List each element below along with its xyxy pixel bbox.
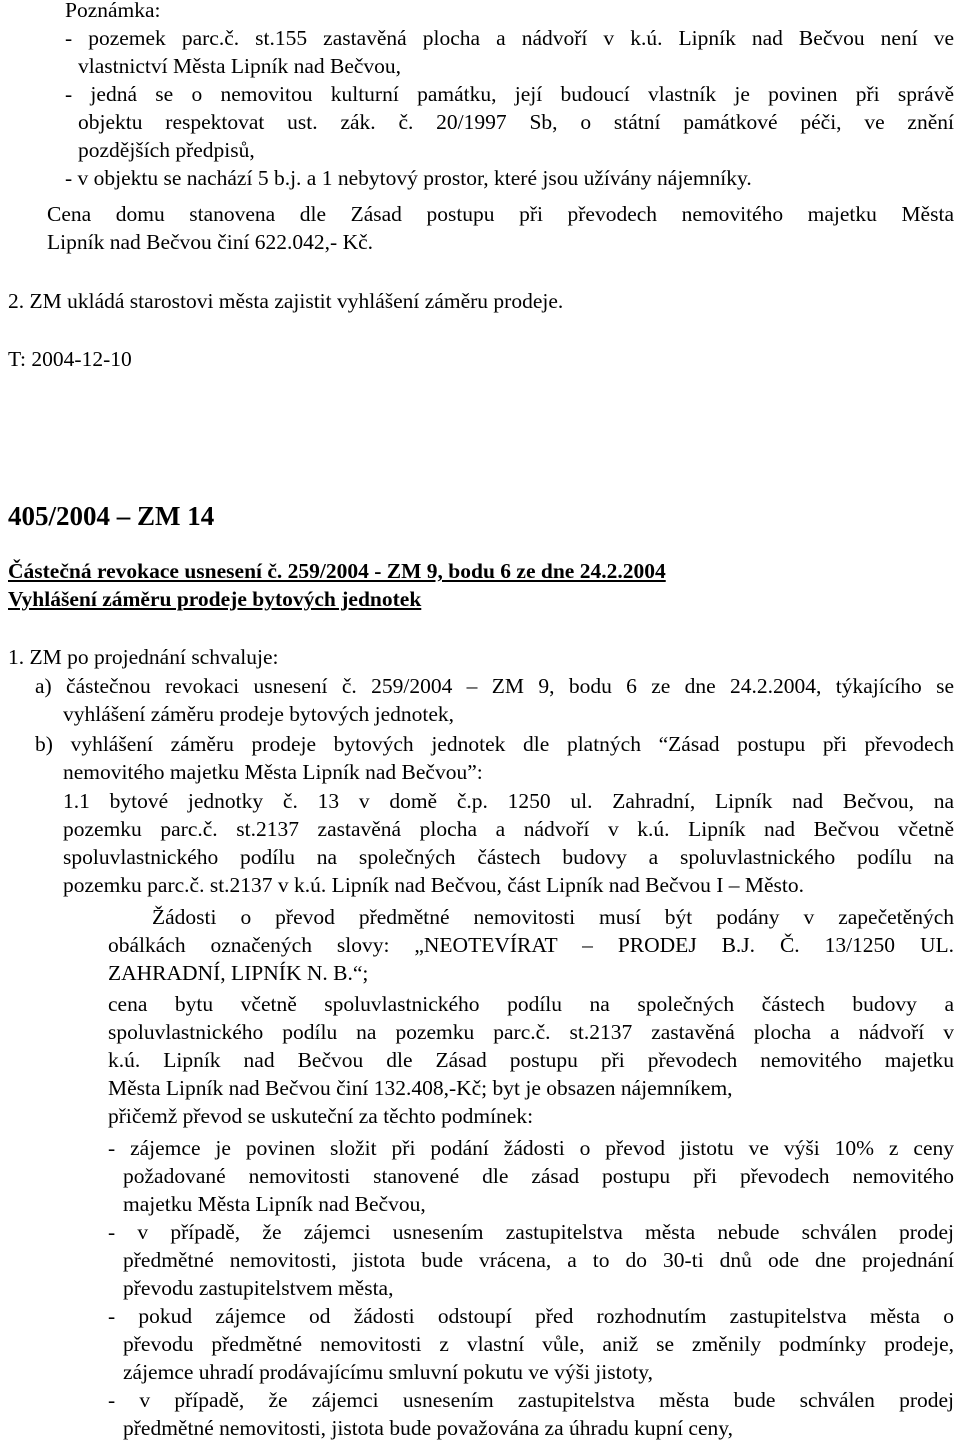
price-line: Lipník nad Bečvou činí 622.042,- Kč. bbox=[47, 230, 374, 254]
item-b bbox=[0, 730, 960, 786]
condition-line: - v případě, že zájemci usnesením zastupitelstva města bude schválen prodej bbox=[108, 1388, 954, 1412]
note-line: vlastnictví Města Lipník nad Bečvou, bbox=[78, 54, 402, 78]
condition-line: předmětné nemovitosti, jistota bude vrácena, a to do 30-ti dnů ode dne projednání bbox=[123, 1248, 954, 1272]
resolution-title: Částečná revokace usnesení č. 259/2004 - ZM 9, bodu 6 ze dne 24.2.2004 bbox=[8, 559, 666, 583]
condition-line: předmětné nemovitosti, jistota bude považována za úhradu kupní ceny, bbox=[123, 1416, 733, 1440]
item-a-line: a) částečnou revokaci usnesení č. 259/2004 – ZM 9, bodu 6 ze dne 24.2.2004, týkajícího se bbox=[35, 674, 954, 698]
item-1-1-line: pozemku parc.č. st.2137 v k.ú. Lipník nad Bečvou, část Lipník nad Bečvou I – Město. bbox=[63, 873, 804, 897]
condition-line: - v případě, že zájemci usnesením zastupitelstva města nebude schválen prodej bbox=[108, 1220, 954, 1244]
house-price bbox=[0, 200, 960, 256]
condition-item bbox=[0, 1218, 960, 1302]
condition-item bbox=[0, 1134, 960, 1218]
requests-line: obálkách označených slovy: „NEOTEVÍRAT – PRODEJ B.J. Č. 13/1250 UL. bbox=[108, 933, 954, 957]
deadline: T: 2004-12-10 bbox=[8, 347, 132, 371]
condition-line: - zájemce je povinen složit při podání žádosti o převod jistotu ve výši 10% z ceny bbox=[108, 1136, 954, 1160]
note-line: pozdějších předpisů, bbox=[78, 138, 255, 162]
condition-item bbox=[0, 1302, 960, 1386]
resolution-subtitle: Vyhlášení záměru prodeje bytových jednotek bbox=[8, 587, 422, 611]
note-line: objektu respektovat ust. zák. č. 20/1997 Sb, o státní památkové péči, ve znění bbox=[78, 110, 954, 134]
item-1-1-line: spoluvlastnického podílu na společných částech budovy a spoluvlastnického podílu na bbox=[63, 845, 954, 869]
note-line: - jedná se o nemovitou kulturní památku, její budoucí vlastník je povinen při správě bbox=[65, 82, 954, 106]
apartment-price-line: k.ú. Lipník nad Bečvou dle Zásad postupu při převodech nemovitého majetku bbox=[108, 1048, 954, 1072]
apartment-price-line: spoluvlastnického podílu na pozemku parc.č. st.2137 zastavěná plocha a nádvoří v bbox=[108, 1020, 954, 1044]
point-2: 2. ZM ukládá starostovi města zajistit vyhlášení záměru prodeje. bbox=[8, 289, 564, 313]
note-section bbox=[0, 0, 960, 192]
price-line: Cena domu stanovena dle Zásad postupu při převodech nemovitého majetku Města bbox=[47, 202, 954, 226]
requests-line: ZAHRADNÍ, LIPNÍK N. B.“; bbox=[108, 961, 369, 985]
condition-item bbox=[0, 1386, 960, 1442]
item-a-line: vyhlášení záměru prodeje bytových jednotek, bbox=[63, 702, 455, 726]
point-1: 1. ZM po projednání schvaluje: bbox=[8, 645, 279, 669]
resolution-number: 405/2004 – ZM 14 bbox=[8, 501, 215, 531]
item-b-line: nemovitého majetku Města Lipník nad Bečvou”: bbox=[63, 760, 483, 784]
item-a bbox=[0, 672, 960, 728]
note-line: - pozemek parc.č. st.155 zastavěná plocha a nádvoří v k.ú. Lipník nad Bečvou není ve bbox=[65, 26, 954, 50]
condition-line: požadované nemovitosti stanovené dle zásad postupu při převodech nemovitého bbox=[123, 1164, 954, 1188]
item-1-1-line: pozemku parc.č. st.2137 zastavěná plocha a nádvoří v k.ú. Lipník nad Bečvou včetně bbox=[63, 817, 954, 841]
apartment-price-line: Města Lipník nad Bečvou činí 132.408,-Kč; byt je obsazen nájemníkem, bbox=[108, 1076, 733, 1100]
requests bbox=[0, 903, 960, 987]
condition-line: zájemce uhradí prodávajícímu smluvní pokutu ve výši jistoty, bbox=[123, 1360, 654, 1384]
condition-line: majetku Města Lipník nad Bečvou, bbox=[123, 1192, 426, 1216]
condition-line: převodu zastupitelstvem města, bbox=[123, 1276, 394, 1300]
note-line: - v objektu se nachází 5 b.j. a 1 nebytový prostor, které jsou užívány nájemníky. bbox=[65, 166, 752, 190]
apartment-price-line: cena bytu včetně spoluvlastnického podílu na společných částech budovy a bbox=[108, 992, 954, 1016]
condition-line: převodu předmětné nemovitosti z vlastní vůle, aniž se změnily podmínky prodeje, bbox=[123, 1332, 954, 1356]
item-1-1 bbox=[0, 787, 960, 899]
apartment-price-line: přičemž převod se uskuteční za těchto podmínek: bbox=[108, 1104, 534, 1128]
note-heading: Poznámka: bbox=[65, 0, 161, 22]
apartment-price bbox=[0, 990, 960, 1130]
conditions-list bbox=[0, 1134, 960, 1442]
requests-line: Žádosti o převod předmětné nemovitosti musí být podány v zapečetěných bbox=[152, 905, 954, 929]
item-1-1-line: 1.1 bytové jednotky č. 13 v domě č.p. 1250 ul. Zahradní, Lipník nad Bečvou, na bbox=[63, 789, 954, 813]
condition-line: - pokud zájemce od žádosti odstoupí před rozhodnutím zastupitelstva města o bbox=[108, 1304, 954, 1328]
item-b-line: b) vyhlášení záměru prodeje bytových jednotek dle platných “Zásad postupu při převodech bbox=[35, 732, 954, 756]
